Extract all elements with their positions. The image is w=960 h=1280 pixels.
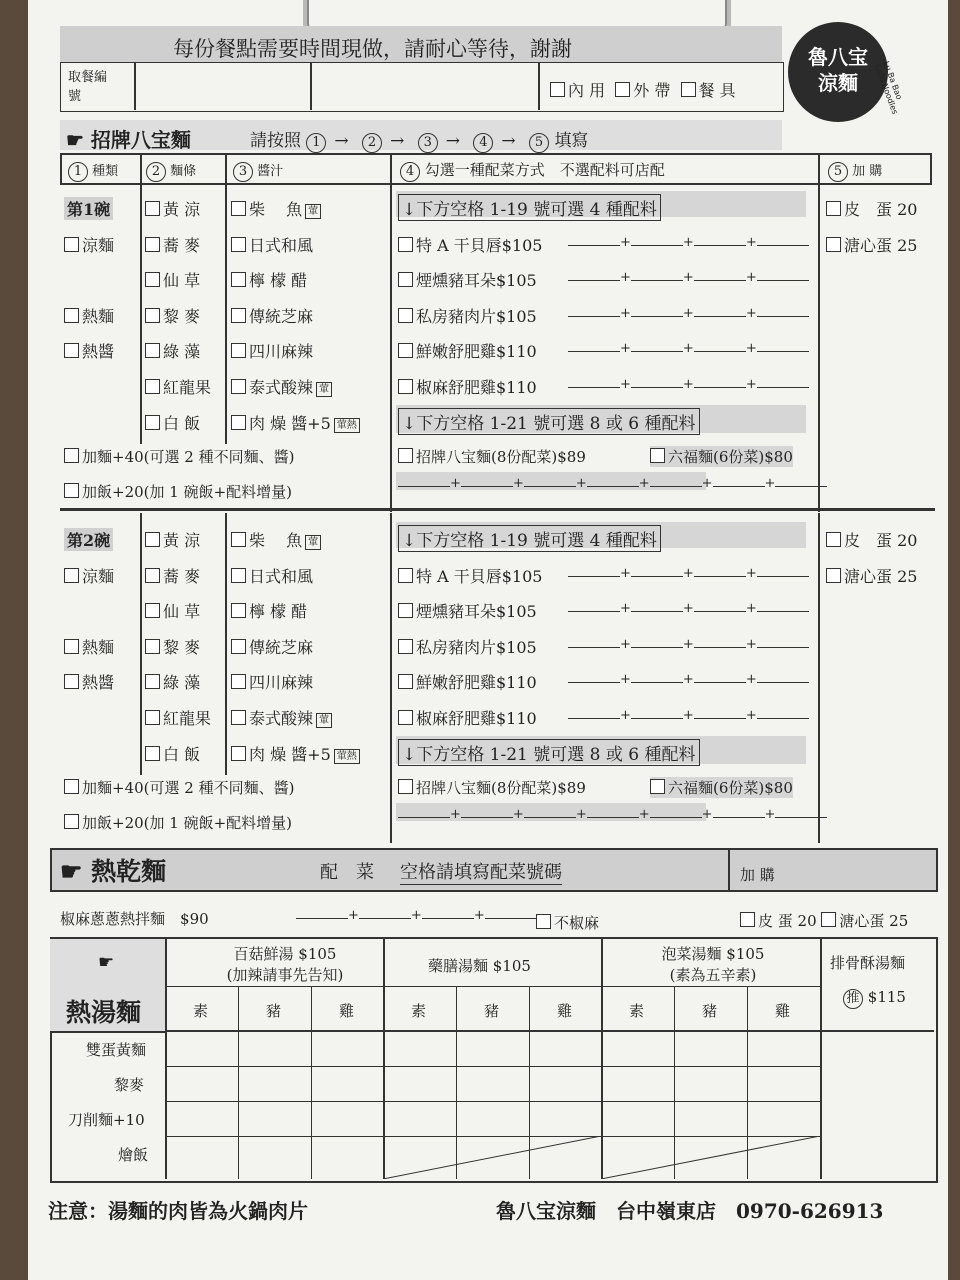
side-blanks[interactable]: + + + xyxy=(568,268,809,285)
protein-option[interactable]: 煙燻豬耳朵$105 xyxy=(398,268,537,291)
bowl-divider xyxy=(60,508,935,511)
side-blanks[interactable]: + + + xyxy=(568,635,809,652)
noodle-option[interactable]: 綠 藻 xyxy=(145,670,200,693)
notice-text: 每份餐點需要時間現做，請耐心等待，謝謝 xyxy=(173,37,572,61)
sauce-option[interactable]: 肉 燥 醬+5 葷熱 xyxy=(231,742,360,765)
bowl-label: 第2碗 xyxy=(64,528,113,551)
side-blanks[interactable]: + + + xyxy=(568,599,809,616)
soup-row-label: 黎麥 xyxy=(114,1076,145,1094)
soup-col-3: 泡菜湯麵 $105 (素為五辛素) xyxy=(661,945,765,984)
noodle-option[interactable]: 白 飯 xyxy=(145,411,200,434)
sauce-option[interactable]: 檸 檬 醋 xyxy=(231,268,307,291)
noodle-option[interactable]: 白 飯 xyxy=(145,742,200,765)
type-option[interactable]: 熱麵 xyxy=(64,304,114,327)
sauce-option[interactable]: 柴 魚 葷 xyxy=(231,197,321,220)
hot-dry-extras: 皮 蛋 20 溏心蛋 25 xyxy=(740,910,908,931)
hot-dry-side-label: 配 菜 xyxy=(320,862,374,883)
soup-row-label: 燴飯 xyxy=(118,1146,149,1164)
sauce-option[interactable]: 柴 魚 葷 xyxy=(231,528,321,551)
hot-dry-side-hint: 空格請填寫配菜號碼 xyxy=(400,858,562,885)
pickup-label: 取餐編號 xyxy=(68,70,108,104)
noodle-option[interactable]: 紅龍果 xyxy=(145,375,211,398)
dine-options: 內 用 外 帶 餐 具 xyxy=(550,78,736,101)
brand-logo: 魯八宝 涼麵 xyxy=(788,22,888,122)
option-a-text: ↓下方空格 1-19 號可選 4 種配料 xyxy=(398,194,661,221)
sub-col-label: 豬 xyxy=(266,1002,282,1020)
soup-title: 熱湯麵 xyxy=(66,998,142,1027)
sauce-option[interactable]: 日式和風 xyxy=(231,233,313,256)
hot-dry-title: ☛ 熱乾麵 xyxy=(60,857,167,886)
sub-col-label: 雞 xyxy=(339,1002,355,1020)
bowl-label: 第1碗 xyxy=(64,197,113,220)
hot-dry-addon-label: 加 購 xyxy=(740,866,775,884)
add-rice[interactable]: 加飯+20(加 1 碗飯+配料增量) xyxy=(64,481,292,502)
rib-soup-price[interactable]: 推 $115 xyxy=(843,988,906,1009)
sauce-option[interactable]: 傳統芝麻 xyxy=(231,304,313,327)
no-spice-option[interactable]: 不椒麻 xyxy=(536,912,599,933)
noodle-option[interactable]: 仙 草 xyxy=(145,599,200,622)
add-noodle[interactable]: 加麵+40(可選 2 種不同麵、醬) xyxy=(64,446,294,467)
sub-col-label: 豬 xyxy=(484,1002,500,1020)
protein-option[interactable]: 私房豬肉片$105 xyxy=(398,304,537,327)
century-egg-checkbox[interactable] xyxy=(740,912,755,927)
side-blanks[interactable]: + + + xyxy=(568,375,809,392)
rib-soup-name: 排骨酥湯麵 xyxy=(830,954,906,972)
side-blanks[interactable]: + + + xyxy=(568,304,809,321)
noodle-option[interactable]: 蕎 麥 xyxy=(145,564,200,587)
side-blanks[interactable]: + + + xyxy=(568,670,809,687)
signature-instruction: 請按照 1 → 2 → 3 → 4 → 5 填寫 xyxy=(250,131,589,151)
brand-logo-en: Lu Ba Bao Cold Noodles xyxy=(873,60,904,116)
soup-row-label: 刀削麵+10 xyxy=(68,1111,145,1129)
sauce-option[interactable]: 肉 燥 醬+5 葷熱 xyxy=(231,411,360,434)
store-info: 魯八宝涼麵 台中嶺東店 0970-626913 xyxy=(496,1199,884,1223)
side-blanks[interactable]: + + + xyxy=(568,339,809,356)
add-rice[interactable]: 加飯+20(加 1 碗飯+配料增量) xyxy=(64,812,292,833)
type-option[interactable]: 熱麵 xyxy=(64,635,114,658)
hot-dry-item: 椒麻蔥蔥熱拌麵 $90 xyxy=(60,910,209,928)
protein-option[interactable]: 鮮嫩舒肥雞$110 xyxy=(398,339,537,362)
protein-option[interactable]: 特 A 干貝唇$105 xyxy=(398,233,542,256)
protein-option[interactable]: 椒麻舒肥雞$110 xyxy=(398,375,537,398)
col-sides: 4 勾選一種配菜方式 不選配料可店配 xyxy=(400,159,665,182)
extra-option[interactable]: 溏心蛋 25 xyxy=(826,564,917,587)
protein-option[interactable]: 煙燻豬耳朵$105 xyxy=(398,599,537,622)
takeout-checkbox[interactable] xyxy=(615,82,630,97)
extra-option[interactable]: 皮 蛋 20 xyxy=(826,528,917,551)
add-noodle[interactable]: 加麵+40(可選 2 種不同麵、醬) xyxy=(64,777,294,798)
set-eight[interactable]: 招牌八宝麵(8份配菜)$89 xyxy=(398,446,586,467)
soup-col-1: 百菇鮮湯 $105 (加辣請事先告知) xyxy=(226,945,344,984)
type-option[interactable]: 涼麵 xyxy=(64,233,114,256)
sauce-option[interactable]: 四川麻辣 xyxy=(231,670,313,693)
noodle-option[interactable]: 綠 藻 xyxy=(145,339,200,362)
col-sauce: 3 醬汁 xyxy=(233,160,283,182)
sub-col-label: 雞 xyxy=(557,1002,573,1020)
side-blanks[interactable]: + + + xyxy=(568,706,809,723)
hand-icon: ☛ xyxy=(98,952,115,973)
set-six[interactable]: 六福麵(6份菜)$80 xyxy=(650,777,793,798)
sauce-option[interactable]: 四川麻辣 xyxy=(231,339,313,362)
extra-option[interactable]: 皮 蛋 20 xyxy=(826,197,917,220)
noodle-option[interactable]: 黃 涼 xyxy=(145,528,200,551)
protein-option[interactable]: 私房豬肉片$105 xyxy=(398,635,537,658)
sauce-option[interactable]: 檸 檬 醋 xyxy=(231,599,307,622)
noodle-option[interactable]: 黎 麥 xyxy=(145,304,200,327)
type-option[interactable]: 熱醬 xyxy=(64,670,114,693)
sub-col-label: 素 xyxy=(411,1002,427,1020)
footer-note: 注意：湯麵的肉皆為火鍋肉片 xyxy=(48,1199,308,1223)
unavailable-diagonals xyxy=(383,1136,820,1179)
col-type: 1 種類 xyxy=(68,160,118,182)
sub-col-label: 雞 xyxy=(775,1002,791,1020)
dine-in-checkbox[interactable] xyxy=(550,82,565,97)
set-eight[interactable]: 招牌八宝麵(8份配菜)$89 xyxy=(398,777,586,798)
side-blanks[interactable]: + + + xyxy=(568,233,809,250)
noodle-option[interactable]: 蕎 麥 xyxy=(145,233,200,256)
sauce-option[interactable]: 泰式酸辣 葷 xyxy=(231,706,332,729)
noodle-option[interactable]: 黎 麥 xyxy=(145,635,200,658)
noodle-option[interactable]: 紅龍果 xyxy=(145,706,211,729)
sauce-option[interactable]: 日式和風 xyxy=(231,564,313,587)
set-blanks[interactable]: + + + + + + xyxy=(398,805,827,822)
sauce-option[interactable]: 泰式酸辣 葷 xyxy=(231,375,332,398)
side-blanks[interactable]: + + + xyxy=(568,564,809,581)
type-option[interactable]: 熱醬 xyxy=(64,339,114,362)
sauce-option[interactable]: 傳統芝麻 xyxy=(231,635,313,658)
option-a-text: ↓下方空格 1-19 號可選 4 種配料 xyxy=(398,525,661,552)
col-noodle: 2 麵條 xyxy=(146,160,196,182)
col-addon: 5 加 購 xyxy=(828,160,882,182)
protein-option[interactable]: 鮮嫩舒肥雞$110 xyxy=(398,670,537,693)
signature-title: ☛ 招牌八宝麵 xyxy=(66,128,191,152)
sub-col-label: 素 xyxy=(193,1002,209,1020)
order-sheet xyxy=(28,0,948,1280)
soup-col-2: 藥膳湯麵 $105 xyxy=(428,957,531,975)
noodle-option[interactable]: 仙 草 xyxy=(145,268,200,291)
type-option[interactable]: 涼麵 xyxy=(64,564,114,587)
soft-egg-checkbox[interactable] xyxy=(821,912,836,927)
protein-option[interactable]: 椒麻舒肥雞$110 xyxy=(398,706,537,729)
sub-col-label: 素 xyxy=(629,1002,645,1020)
protein-option[interactable]: 特 A 干貝唇$105 xyxy=(398,564,542,587)
option-b-text: ↓下方空格 1-21 號可選 8 或 6 種配料 xyxy=(398,408,700,435)
set-blanks[interactable]: + + + + + + xyxy=(398,474,827,491)
noodle-option[interactable]: 黃 涼 xyxy=(145,197,200,220)
utensils-checkbox[interactable] xyxy=(681,82,696,97)
soup-row-label: 雙蛋黃麵 xyxy=(86,1041,147,1059)
extra-option[interactable]: 溏心蛋 25 xyxy=(826,233,917,256)
sub-col-label: 豬 xyxy=(702,1002,718,1020)
option-b-text: ↓下方空格 1-21 號可選 8 或 6 種配料 xyxy=(398,739,700,766)
set-six[interactable]: 六福麵(6份菜)$80 xyxy=(650,446,793,467)
hot-dry-blanks[interactable]: + + + xyxy=(296,906,537,923)
